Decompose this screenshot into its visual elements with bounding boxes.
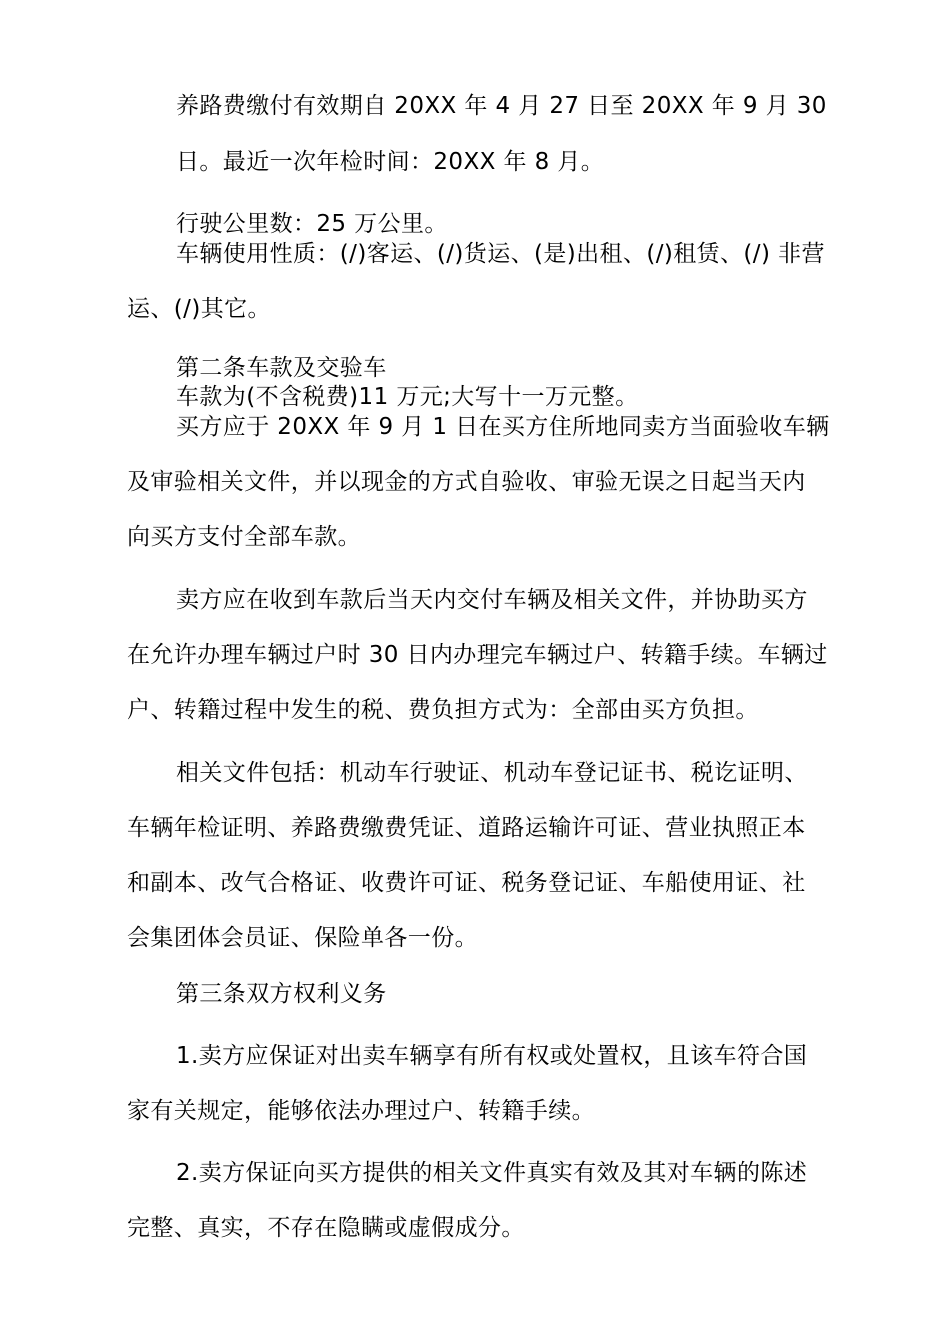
text-line: 及审验相关文件，并以现金的方式自验收、审验无误之日起当天内 bbox=[127, 469, 806, 495]
text-line: 相关文件包括：机动车行驶证、机动车登记证书、税讫证明、 bbox=[176, 760, 808, 786]
text-line: 日。最近一次年检时间：20XX 年 8 月。 bbox=[176, 149, 605, 175]
text-line: 车辆使用性质：(/)客运、(/)货运、(是)出租、(/)租赁、(/) 非营 bbox=[176, 241, 825, 267]
text-line: 买方应于 20XX 年 9 月 1 日在买方住所地同卖方当面验收车辆 bbox=[176, 414, 830, 440]
text-line: 卖方应在收到车款后当天内交付车辆及相关文件，并协助买方 bbox=[176, 587, 808, 613]
text-line: 户、转籍过程中发生的税、费负担方式为：全部由买方负担。 bbox=[127, 697, 759, 723]
text-line: 2.卖方保证向买方提供的相关文件真实有效及其对车辆的陈述 bbox=[176, 1160, 808, 1186]
text-line: 和副本、改气合格证、收费许可证、税务登记证、车船使用证、社 bbox=[127, 870, 806, 896]
text-line: 向买方支付全部车款。 bbox=[127, 524, 361, 550]
section-heading: 第三条双方权利义务 bbox=[176, 981, 387, 1007]
text-line: 1.卖方应保证对出卖车辆享有所有权或处置权，且该车符合国 bbox=[176, 1043, 808, 1069]
text-line: 家有关规定，能够依法办理过户、转籍手续。 bbox=[127, 1098, 595, 1124]
text-line: 车辆年检证明、养路费缴费凭证、道路运输许可证、营业执照正本 bbox=[127, 815, 806, 841]
section-heading: 第二条车款及交验车 bbox=[176, 355, 387, 381]
text-line: 运、(/)其它。 bbox=[127, 296, 271, 322]
text-line: 行驶公里数：25 万公里。 bbox=[176, 211, 448, 237]
text-line: 会集团体会员证、保险单各一份。 bbox=[127, 925, 478, 951]
text-line: 车款为(不含税费)11 万元;大写十一万元整。 bbox=[176, 384, 639, 410]
text-line: 在允许办理车辆过户时 30 日内办理完车辆过户、转籍手续。车辆过 bbox=[127, 642, 828, 668]
text-line: 养路费缴付有效期自 20XX 年 4 月 27 日至 20XX 年 9 月 30 bbox=[176, 93, 827, 119]
text-line: 完整、真实，不存在隐瞒或虚假成分。 bbox=[127, 1215, 525, 1241]
